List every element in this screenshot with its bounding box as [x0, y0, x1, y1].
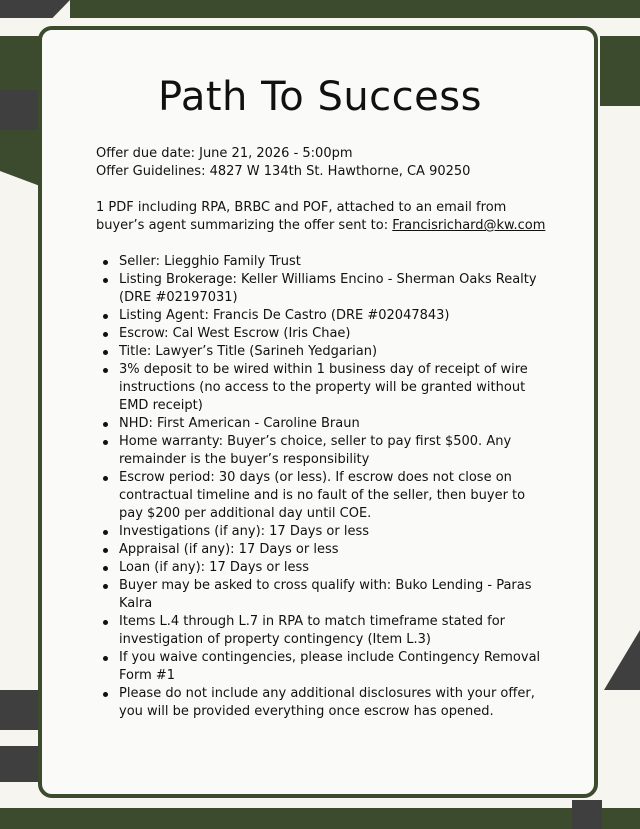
- list-item: Items L.4 through L.7 in RPA to match timeframe stated for investigation of property contingency (Item L.3): [119, 613, 546, 649]
- list-item: Appraisal (if any): 17 Days or less: [119, 541, 546, 559]
- decor-top-gray-stripe: [0, 0, 70, 18]
- list-item: Please do not include any additional disclosures with your offer, you will be provided everything once escrow has opened.: [119, 685, 546, 721]
- decor-bottom-gray-block: [572, 800, 602, 829]
- list-item: Listing Agent: Francis De Castro (DRE #02047843): [119, 307, 546, 325]
- email-link[interactable]: Francisrichard@kw.com: [392, 218, 546, 233]
- list-item: Title: Lawyer’s Title (Sarineh Yedgarian): [119, 343, 546, 361]
- list-item: Escrow: Cal West Escrow (Iris Chae): [119, 325, 546, 343]
- pdf-instructions: [96, 199, 546, 235]
- decor-right-gray-wedge: [604, 630, 640, 690]
- list-item: 3% deposit to be wired within 1 business day of receipt of wire instructions (no access to the property will be granted without EMD receipt): [119, 361, 546, 415]
- list-item: Listing Brokerage: Keller Williams Encino - Sherman Oaks Realty (DRE #02197031): [119, 271, 546, 307]
- list-item: Seller: Liegghio Family Trust: [119, 253, 546, 271]
- decor-left-gray-stripe-2: [0, 746, 40, 782]
- page-title: Path To Success: [158, 74, 482, 120]
- list-item: If you waive contingencies, please include Contingency Removal Form #1: [119, 649, 546, 685]
- list-item: NHD: First American - Caroline Braun: [119, 415, 546, 433]
- pdf-instructions-text: 1 PDF including RPA, BRBC and POF, attached to an email from buyer’s agent summarizing the offer sent to:: [96, 200, 507, 233]
- list-item: Investigations (if any): 17 Days or less: [119, 523, 546, 541]
- offer-guidelines: Offer Guidelines: 4827 W 134th St. Hawthorne, CA 90250: [96, 164, 471, 179]
- list-item: Home warranty: Buyer’s choice, seller to pay first $500. Any remainder is the buyer’s responsibility: [119, 433, 546, 469]
- spacer: [96, 181, 546, 199]
- decor-top-green-band: [70, 0, 640, 18]
- decor-left-gray-stripe-1: [0, 690, 40, 730]
- decor-bottom-green-band: [0, 808, 640, 829]
- list-item: Loan (if any): 17 Days or less: [119, 559, 546, 577]
- list-item: Buyer may be asked to cross qualify with: Buko Lending - Paras Kalra: [119, 577, 546, 613]
- offer-due-date: Offer due date: June 21, 2026 - 5:00pm: [96, 146, 353, 161]
- list-item: Escrow period: 30 days (or less). If escrow does not close on contractual timeline and is no fault of the seller, then buyer to pay $200 per additional day until COE.: [119, 469, 546, 523]
- guidelines-list: [96, 253, 546, 721]
- document-body: [96, 145, 546, 721]
